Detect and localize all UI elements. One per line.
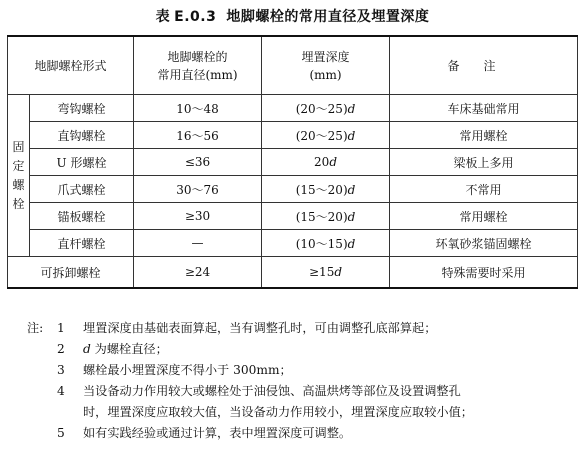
cell-diameter: ≥30 (134, 203, 262, 230)
note-text: 如有实践经验或通过计算，表中埋置深度可调整。 (83, 426, 352, 440)
note-index: 2 (57, 342, 65, 356)
note-text: 当设备动力作用较大或螺栓处于油侵蚀、高温烘烤等部位及设置调整孔 (83, 384, 461, 398)
cell-diameter: ≥24 (134, 257, 262, 289)
note-text: 时，埋置深度应取较大值，当设备动力作用较小，埋置深度应取较小值； (83, 405, 473, 419)
header-diameter-line2: 常用直径(mm) (157, 67, 238, 82)
title-prefix: 表 (155, 9, 171, 25)
header-depth (262, 36, 390, 95)
header-depth-line2: (mm) (309, 67, 342, 82)
note-item (27, 318, 582, 339)
cell-diameter: 30～76 (134, 176, 262, 203)
cell-type: U 形螺栓 (30, 149, 134, 176)
cell-type: 可拆卸螺栓 (8, 257, 134, 289)
table-row (8, 257, 578, 289)
cell-remark: 环氧砂浆锚固螺栓 (390, 230, 578, 257)
table-row (8, 149, 578, 176)
cell-remark: 特殊需要时采用 (390, 257, 578, 289)
header-diameter (134, 36, 262, 95)
note-index: 5 (57, 426, 65, 440)
note-index: 3 (57, 363, 65, 377)
note-item (27, 423, 582, 444)
table-row (8, 122, 578, 149)
note-index: 4 (57, 384, 65, 398)
cell-diameter: ≤36 (134, 149, 262, 176)
table-row (8, 95, 578, 122)
cell-depth: 20d (262, 149, 390, 176)
cell-depth: (20～25)d (262, 95, 390, 122)
group-label-fixed-bolts: 固 定 螺 栓 (8, 95, 30, 257)
table-row (8, 230, 578, 257)
title-text: 地脚螺栓的常用直径及埋置深度 (226, 9, 430, 25)
table-row (8, 203, 578, 230)
title-number: E.0.3 (174, 9, 217, 25)
note-item (27, 339, 582, 360)
cell-type: 爪式螺栓 (30, 176, 134, 203)
notes-label: 注: (27, 321, 44, 335)
cell-depth: (20～25)d (262, 122, 390, 149)
cell-remark: 常用螺栓 (390, 122, 578, 149)
notes (27, 318, 582, 444)
note-text: d 为螺栓直径； (83, 342, 168, 356)
cell-diameter: — (134, 230, 262, 257)
cell-remark: 车床基础常用 (390, 95, 578, 122)
bolt-spec-table (7, 35, 578, 289)
header-remark: 备注 (390, 36, 578, 95)
cell-type: 锚板螺栓 (30, 203, 134, 230)
note-text: 埋置深度由基础表面算起，当有调整孔时，可由调整孔底部算起； (83, 321, 437, 335)
note-text: 螺栓最小埋置深度不得小于 300mm； (83, 363, 292, 377)
note-item-continuation (27, 402, 582, 423)
note-item (27, 381, 582, 402)
cell-type: 直钩螺栓 (30, 122, 134, 149)
note-index: 1 (57, 321, 65, 335)
table-row (8, 176, 578, 203)
cell-remark: 不常用 (390, 176, 578, 203)
cell-diameter: 10～48 (134, 95, 262, 122)
cell-type: 直杆螺栓 (30, 230, 134, 257)
cell-depth: (15～20)d (262, 176, 390, 203)
cell-depth: (15～20)d (262, 203, 390, 230)
header-diameter-line1: 地脚螺栓的 (167, 49, 228, 64)
note-item (27, 360, 582, 381)
cell-remark: 常用螺栓 (390, 203, 578, 230)
table-header-row (8, 36, 578, 95)
header-type: 地脚螺栓形式 (8, 36, 134, 95)
cell-depth: ≥15d (262, 257, 390, 289)
cell-diameter: 16～56 (134, 122, 262, 149)
table-title (0, 6, 585, 26)
cell-remark: 梁板上多用 (390, 149, 578, 176)
cell-depth: (10～15)d (262, 230, 390, 257)
cell-type: 弯钩螺栓 (30, 95, 134, 122)
header-depth-line1: 埋置深度 (301, 49, 350, 64)
